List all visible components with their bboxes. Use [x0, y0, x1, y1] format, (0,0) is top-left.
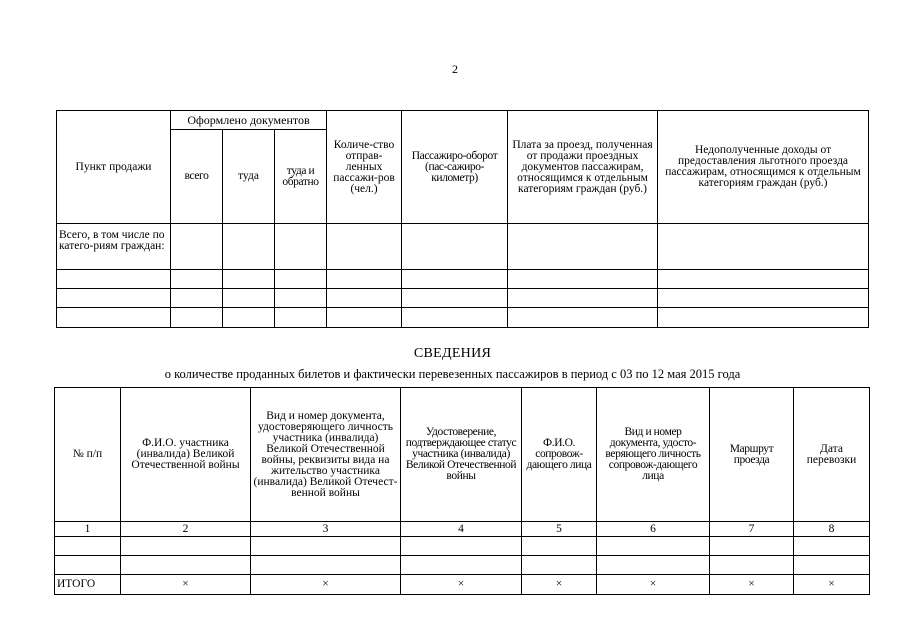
- header-date: Дата перевозки: [794, 388, 870, 522]
- cross-mark: ×: [794, 575, 870, 595]
- header-certificate: Удостоверение, подтверждающее статус участника (инвалида) Великой Отечественной войны: [401, 388, 522, 522]
- cross-mark: ×: [710, 575, 794, 595]
- column-number: 5: [522, 522, 597, 537]
- cross-mark: ×: [597, 575, 710, 595]
- total-label: ИТОГО: [55, 575, 121, 595]
- header-point: Пункт продажи: [57, 111, 171, 224]
- table-cell: [171, 224, 223, 270]
- table-cell: [223, 224, 275, 270]
- svedenia-subtitle: о количестве проданных билетов и фактически перевезенных пассажиров в период с 03 по 12 мая 2015 года: [164, 367, 741, 381]
- column-number: 2: [121, 522, 251, 537]
- header-roundtrip: туда и обратно: [275, 130, 327, 224]
- cross-mark: ×: [121, 575, 251, 595]
- header-fee: Плата за проезд, полученная от продажи проездных документов пассажирам, относящимся к отдельным категориям граждан (руб.): [508, 111, 658, 224]
- cross-mark: ×: [522, 575, 597, 595]
- table-cell: [508, 224, 658, 270]
- header-route: Маршрут проезда: [710, 388, 794, 522]
- table-cell: [275, 224, 327, 270]
- cross-mark: ×: [401, 575, 522, 595]
- header-total: всего: [171, 130, 223, 224]
- cross-mark: ×: [251, 575, 401, 595]
- header-turnover: Пассажиро-оборот (пас-сажиро-километр): [402, 111, 508, 224]
- tickets-table: [54, 387, 870, 595]
- table-cell: [402, 224, 508, 270]
- table-row: [55, 556, 870, 575]
- header-there: туда: [223, 130, 275, 224]
- column-number: 7: [710, 522, 794, 537]
- table-cell: [327, 224, 402, 270]
- table-row: [55, 537, 870, 556]
- column-number: 3: [251, 522, 401, 537]
- column-number: 6: [597, 522, 710, 537]
- column-number: 8: [794, 522, 870, 537]
- header-passengers: Количе-ство отправ-ленных пассажи-ров (чел.): [327, 111, 402, 224]
- header-document: Вид и номер документа, удостоверяющего личность участника (инвалида) Великой Отечественной войны, реквизиты вида на жительство участника (инвалида) Великой Отечест-венной войны: [251, 388, 401, 522]
- header-issued-documents: Оформлено документов: [171, 111, 327, 130]
- svedenia-title: СВЕДЕНИЯ: [413, 346, 492, 361]
- column-number: 1: [55, 522, 121, 537]
- table-row: [57, 270, 869, 289]
- header-escort: Ф.И.О. сопровож-дающего лица: [522, 388, 597, 522]
- table-row: [57, 289, 869, 308]
- sales-table: [56, 110, 869, 328]
- page-number: 2: [452, 62, 458, 76]
- table-cell: [658, 224, 869, 270]
- column-number: 4: [401, 522, 522, 537]
- header-fio: Ф.И.О. участника (инвалида) Великой Отечественной войны: [121, 388, 251, 522]
- total-row-label: Всего, в том числе по катего-риям граждан:: [57, 224, 171, 270]
- header-number: № п/п: [55, 388, 121, 522]
- header-lost-income: Недополученные доходы от предоставления льготного проезда пассажирам, относящимся к отдельным категориям граждан (руб.): [658, 111, 869, 224]
- table-row: [57, 308, 869, 328]
- header-escort-document: Вид и номер документа, удосто-веряющего личность сопровож-дающего лица: [597, 388, 710, 522]
